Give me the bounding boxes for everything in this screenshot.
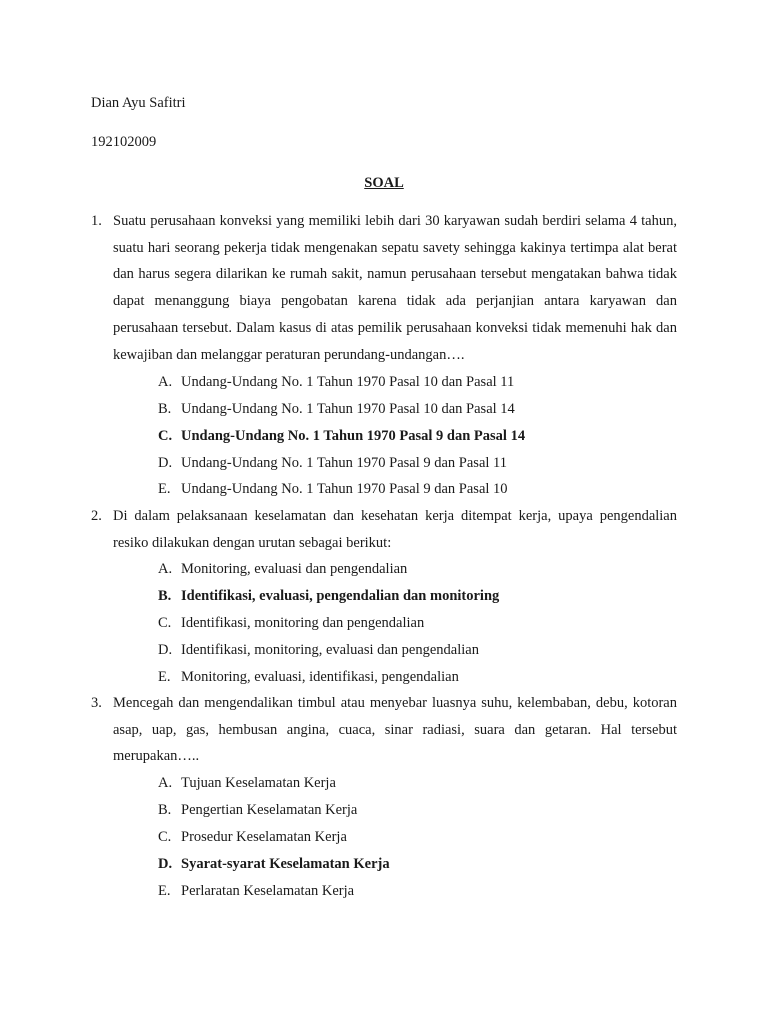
option-text: Undang-Undang No. 1 Tahun 1970 Pasal 9 dan Pasal 10 <box>181 481 508 497</box>
question-number: 2. <box>91 508 102 524</box>
answer-option <box>158 454 507 472</box>
option-letter: C. <box>158 428 173 444</box>
option-text: Monitoring, evaluasi dan pengendalian <box>181 561 408 577</box>
option-text: Undang-Undang No. 1 Tahun 1970 Pasal 10 dan Pasal 11 <box>181 374 515 390</box>
option-text: Tujuan Keselamatan Kerja <box>181 775 336 791</box>
answer-option <box>158 614 424 632</box>
question-text: Di dalam pelaksanaan keselamatan dan kesehatan kerja ditempat kerja, upaya pengendalian resiko dilakukan dengan urutan sebagai berikut: <box>113 508 677 551</box>
option-letter: E. <box>158 883 171 899</box>
option-letter: E. <box>158 669 171 685</box>
correct-answer-option <box>158 427 525 445</box>
answer-option <box>158 882 354 900</box>
option-letter: E. <box>158 481 171 497</box>
answer-option <box>158 668 459 686</box>
answer-option <box>158 801 357 819</box>
option-text: Monitoring, evaluasi, identifikasi, pengendalian <box>181 669 459 685</box>
option-text: Undang-Undang No. 1 Tahun 1970 Pasal 9 dan Pasal 11 <box>181 455 507 471</box>
answer-option <box>158 828 347 846</box>
option-letter: A. <box>158 775 173 791</box>
option-text: Undang-Undang No. 1 Tahun 1970 Pasal 10 dan Pasal 14 <box>181 401 515 417</box>
option-text: Prosedur Keselamatan Kerja <box>181 829 347 845</box>
option-text: Undang-Undang No. 1 Tahun 1970 Pasal 9 dan Pasal 14 <box>181 428 526 444</box>
answer-option <box>158 641 479 659</box>
question-text: Suatu perusahaan konveksi yang memiliki lebih dari 30 karyawan sudah berdiri selama 4 tahun, suatu hari seorang pekerja tidak mengenakan sepatu savety sehingga kakinya tertimpa alat berat dan harus segera dilarikan ke rumah sakit, namun perusahaan tersebut mengatakan bahwa tidak dapat menanggung biaya pengobatan karena tidak ada perjanjian antara karyawan dan perusahaan tersebut. Dalam kasus di atas pemilik perusahaan konveksi tidak memenuhi hak dan kewajiban dan melanggar peraturan perundang-undangan…. <box>113 213 677 363</box>
question-number: 1. <box>91 213 102 229</box>
option-letter: C. <box>158 829 172 845</box>
option-letter: D. <box>158 455 173 471</box>
author-name: Dian Ayu Safitri <box>91 95 186 111</box>
option-text: Pengertian Keselamatan Kerja <box>181 802 358 818</box>
answer-option <box>158 373 514 391</box>
question-number: 3. <box>91 695 102 711</box>
correct-answer-option <box>158 855 390 873</box>
answer-option <box>158 774 336 792</box>
answer-option <box>158 480 508 498</box>
answer-option <box>158 400 515 418</box>
option-letter: B. <box>158 588 172 604</box>
question-text: Mencegah dan mengendalikan timbul atau menyebar luasnya suhu, kelembaban, debu, kotoran asap, uap, gas, hembusan angina, cuaca, sinar radiasi, suara dan getaran. Hal tersebut merupakan….. <box>113 695 677 765</box>
correct-answer-option <box>158 587 499 605</box>
option-letter: A. <box>158 374 173 390</box>
option-letter: C. <box>158 615 172 631</box>
option-text: Identifikasi, evaluasi, pengendalian dan monitoring <box>181 588 500 604</box>
student-id: 192102009 <box>91 134 157 150</box>
page-title: SOAL <box>364 175 404 191</box>
option-text: Identifikasi, monitoring dan pengendalian <box>181 615 425 631</box>
option-letter: D. <box>158 856 173 872</box>
option-text: Perlaratan Keselamatan Kerja <box>181 883 355 899</box>
option-letter: D. <box>158 642 173 658</box>
option-letter: B. <box>158 802 172 818</box>
option-letter: B. <box>158 401 172 417</box>
option-letter: A. <box>158 561 173 577</box>
option-text: Identifikasi, monitoring, evaluasi dan pengendalian <box>181 642 479 658</box>
option-text: Syarat-syarat Keselamatan Kerja <box>181 856 390 872</box>
answer-option <box>158 560 407 578</box>
